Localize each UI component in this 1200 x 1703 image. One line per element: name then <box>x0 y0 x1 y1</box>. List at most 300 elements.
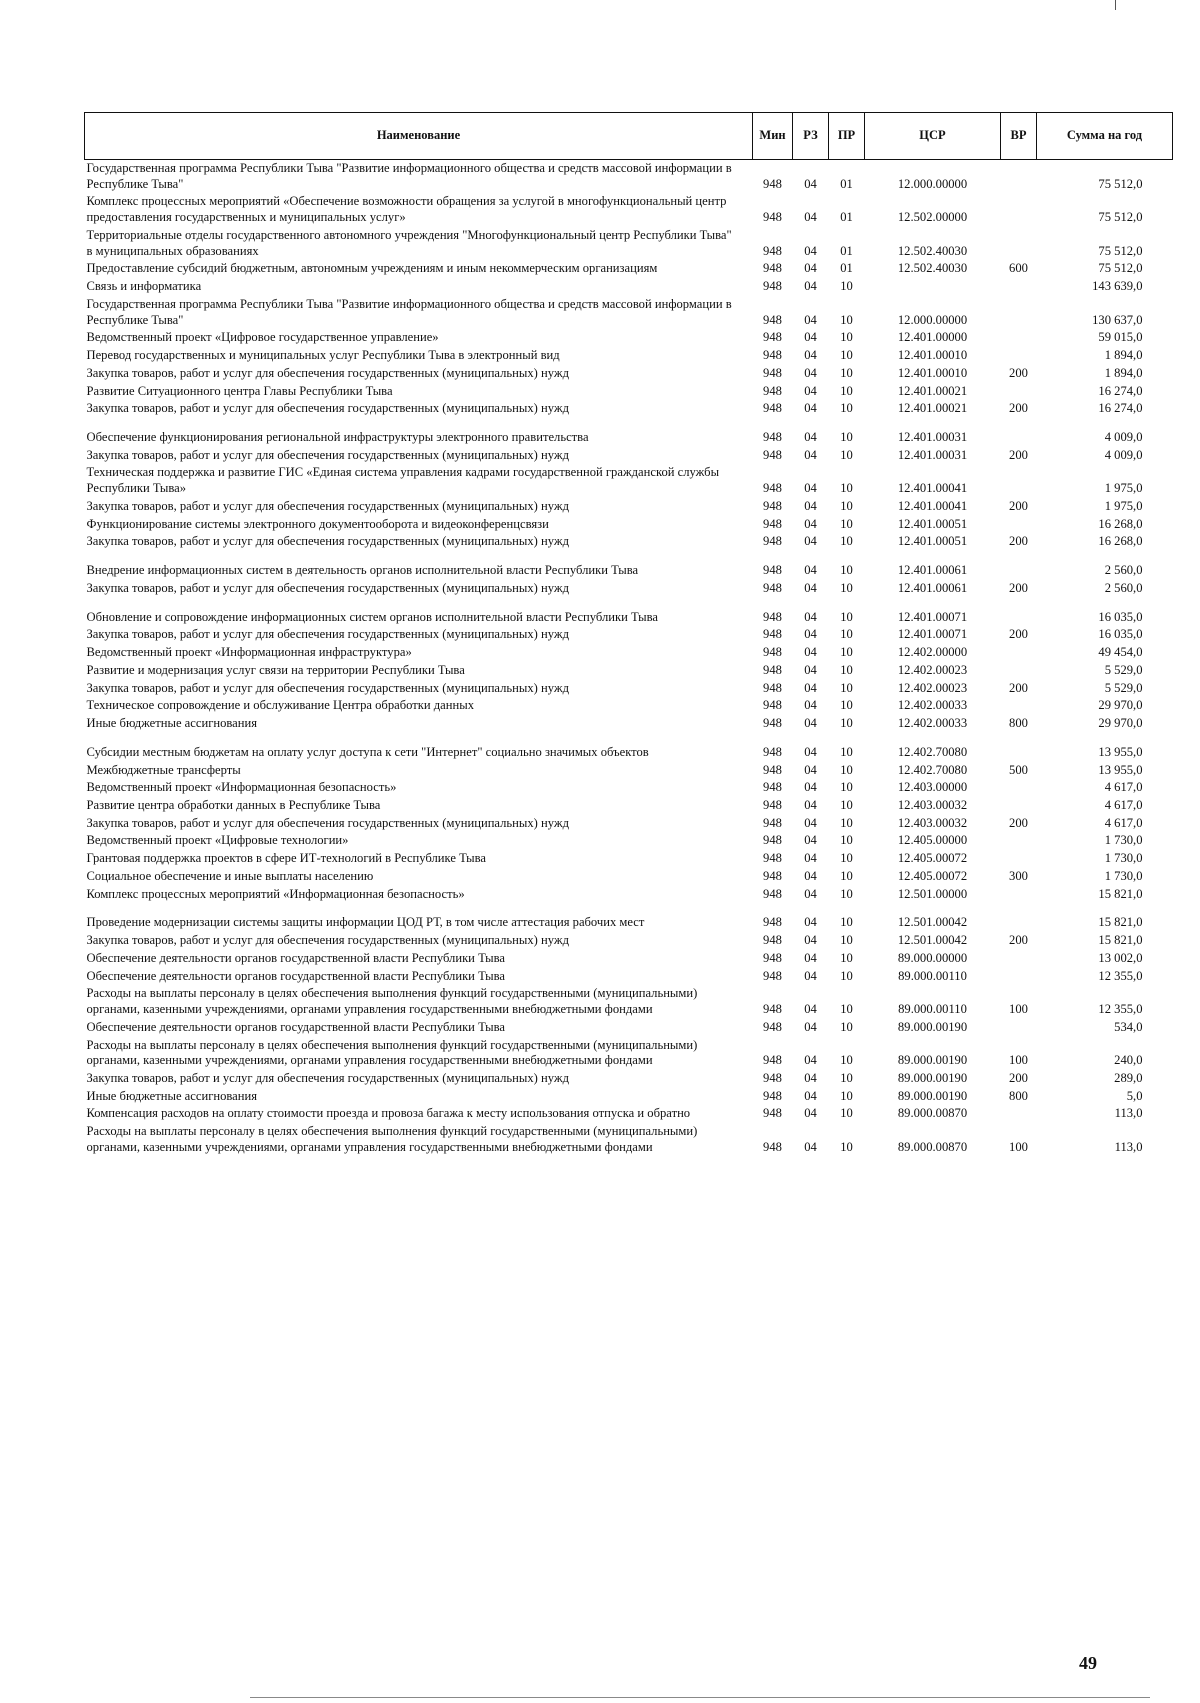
row-vr <box>1001 347 1037 365</box>
row-min: 948 <box>763 1088 782 1103</box>
row-sum: 16 268,0 <box>1098 534 1143 549</box>
row-name: Техническая поддержка и развитие ГИС «Единая система управления кадрами государственной гражданской службы Республики Тыва» <box>86 465 720 496</box>
row-rz: 04 <box>804 762 817 777</box>
table-row <box>85 1019 1173 1037</box>
row-rz: 04 <box>804 1139 817 1154</box>
row-vr: 200 <box>1009 534 1028 549</box>
table-row <box>85 762 1173 780</box>
row-csr: 89.000.00190 <box>897 1019 968 1034</box>
row-csr: 12.502.40030 <box>897 243 968 258</box>
table-row <box>85 598 1173 627</box>
row-name: Закупка товаров, работ и услуг для обеспечения государственных (муниципальных) нужд <box>86 498 569 513</box>
row-sum: 4 617,0 <box>1104 815 1143 830</box>
row-csr: 12.401.00031 <box>897 447 968 462</box>
row-sum: 1 730,0 <box>1104 833 1143 848</box>
row-pr: 01 <box>840 243 853 258</box>
row-pr: 10 <box>840 716 853 731</box>
table-header-row <box>85 113 1173 160</box>
row-csr: 12.403.00032 <box>897 815 968 830</box>
row-sum: 4 009,0 <box>1104 447 1143 462</box>
row-csr: 12.401.00061 <box>897 563 968 578</box>
row-csr: 12.401.00010 <box>897 365 968 380</box>
row-rz: 04 <box>804 797 817 812</box>
row-sum: 75 512,0 <box>1098 243 1143 258</box>
row-sum: 29 970,0 <box>1098 698 1143 713</box>
row-min: 948 <box>763 1106 782 1121</box>
row-csr: 89.000.00190 <box>897 1053 968 1068</box>
row-vr: 200 <box>1009 447 1028 462</box>
row-vr: 500 <box>1009 762 1028 777</box>
row-sum: 289,0 <box>1114 1070 1143 1085</box>
row-min: 948 <box>763 1070 782 1085</box>
row-pr: 10 <box>840 833 853 848</box>
row-rz: 04 <box>804 815 817 830</box>
header-sum: Сумма на год <box>1037 113 1173 160</box>
row-min: 948 <box>763 716 782 731</box>
row-pr: 10 <box>840 1139 853 1154</box>
row-name: Внедрение информационных систем в деятельность органов исполнительной власти Республики Тыва <box>86 563 639 578</box>
row-csr: 12.402.00000 <box>897 645 968 660</box>
row-pr: 10 <box>840 481 853 496</box>
table-row <box>85 516 1173 534</box>
row-sum: 4 009,0 <box>1104 430 1143 445</box>
row-csr: 12.402.00033 <box>897 698 968 713</box>
row-pr: 10 <box>840 330 853 345</box>
row-min: 948 <box>763 401 782 416</box>
table-row <box>85 715 1173 733</box>
row-pr: 10 <box>840 968 853 983</box>
row-sum: 240,0 <box>1114 1053 1143 1068</box>
row-vr <box>1001 697 1037 715</box>
row-pr: 10 <box>840 680 853 695</box>
row-vr <box>1001 1105 1037 1123</box>
row-pr: 10 <box>840 815 853 830</box>
row-min: 948 <box>763 383 782 398</box>
row-name: Ведомственный проект «Цифровое государственное управление» <box>86 330 439 345</box>
row-rz: 04 <box>804 1070 817 1085</box>
row-csr: 89.000.00870 <box>897 1106 968 1121</box>
table-row <box>85 886 1173 904</box>
row-rz: 04 <box>804 915 817 930</box>
row-pr: 10 <box>840 516 853 531</box>
row-vr: 100 <box>1009 1139 1028 1154</box>
scan-mark-top <box>1115 0 1116 10</box>
row-min: 948 <box>763 348 782 363</box>
table-row <box>85 260 1173 278</box>
row-pr: 10 <box>840 950 853 965</box>
row-pr: 10 <box>840 279 853 294</box>
row-pr: 10 <box>840 430 853 445</box>
table-row <box>85 1070 1173 1088</box>
row-name: Проведение модернизации системы защиты информации ЦОД РТ, в том числе аттестация рабочих мест <box>86 915 645 930</box>
row-csr: 12.402.00033 <box>897 716 968 731</box>
row-min: 948 <box>763 447 782 462</box>
row-pr: 10 <box>840 1106 853 1121</box>
row-name: Расходы на выплаты персоналу в целях обеспечения выполнения функций государственными (муниципальными) органами, казенными учреждениями, органами управления государственными внебюджетными фондами <box>86 1124 698 1154</box>
row-rz: 04 <box>804 662 817 677</box>
row-vr: 200 <box>1009 627 1028 642</box>
row-sum: 143 639,0 <box>1092 279 1143 294</box>
row-min: 948 <box>763 430 782 445</box>
row-vr: 200 <box>1009 815 1028 830</box>
row-min: 948 <box>763 534 782 549</box>
row-vr <box>1001 850 1037 868</box>
row-csr: 12.402.00023 <box>897 680 968 695</box>
row-pr: 10 <box>840 365 853 380</box>
row-min: 948 <box>763 662 782 677</box>
row-csr: 12.405.00072 <box>897 851 968 866</box>
row-sum: 13 002,0 <box>1098 950 1143 965</box>
row-sum: 15 821,0 <box>1098 886 1143 901</box>
row-name: Социальное обеспечение и иные выплаты населению <box>86 868 374 883</box>
row-name: Ведомственный проект «Цифровые технологии» <box>86 833 349 848</box>
row-min: 948 <box>763 868 782 883</box>
table-row <box>85 832 1173 850</box>
row-pr: 10 <box>840 1088 853 1103</box>
row-csr: 89.000.00190 <box>897 1088 968 1103</box>
row-sum: 2 560,0 <box>1104 580 1143 595</box>
row-csr: 12.401.00041 <box>897 498 968 513</box>
table-row <box>85 464 1173 497</box>
row-vr <box>1001 296 1037 329</box>
table-row <box>85 850 1173 868</box>
row-vr: 100 <box>1009 1053 1028 1068</box>
table-row <box>85 447 1173 465</box>
row-sum: 16 035,0 <box>1098 609 1143 624</box>
row-sum: 75 512,0 <box>1098 210 1143 225</box>
row-min: 948 <box>763 365 782 380</box>
row-min: 948 <box>763 609 782 624</box>
row-name: Комплекс процессных мероприятий «Обеспечение возможности обращения за услугой в многофункциональный центр предоставления государственных и муниципальных услуг» <box>86 194 727 225</box>
row-sum: 1 894,0 <box>1104 365 1143 380</box>
row-min: 948 <box>763 1139 782 1154</box>
row-rz: 04 <box>804 1053 817 1068</box>
header-min: Мин <box>753 113 793 160</box>
row-vr: 800 <box>1009 1088 1028 1103</box>
row-csr: 12.401.00071 <box>897 627 968 642</box>
table-row <box>85 932 1173 950</box>
row-name: Закупка товаров, работ и услуг для обеспечения государственных (муниципальных) нужд <box>86 933 569 948</box>
table-row <box>85 903 1173 932</box>
row-name: Закупка товаров, работ и услуг для обеспечения государственных (муниципальных) нужд <box>86 365 569 380</box>
row-csr: 12.401.00031 <box>897 430 968 445</box>
row-sum: 113,0 <box>1114 1139 1143 1154</box>
row-pr: 10 <box>840 762 853 777</box>
row-rz: 04 <box>804 563 817 578</box>
row-vr <box>1001 968 1037 986</box>
row-csr: 12.000.00000 <box>897 312 968 327</box>
row-vr <box>1001 950 1037 968</box>
row-pr: 10 <box>840 662 853 677</box>
table-row <box>85 296 1173 329</box>
row-name: Закупка товаров, работ и услуг для обеспечения государственных (муниципальных) нужд <box>86 1070 569 1085</box>
row-rz: 04 <box>804 176 817 191</box>
row-name: Расходы на выплаты персоналу в целях обеспечения выполнения функций государственными (муниципальными) органами, казенными учреждениями, органами управления государственными внебюджетными фондами <box>86 986 698 1017</box>
row-pr: 10 <box>840 348 853 363</box>
row-name: Межбюджетные трансферты <box>86 762 241 777</box>
row-name: Обеспечение деятельности органов государственной власти Республики Тыва <box>86 1019 505 1034</box>
row-rz: 04 <box>804 780 817 795</box>
row-pr: 01 <box>840 176 853 191</box>
row-pr: 01 <box>840 210 853 225</box>
row-sum: 2 560,0 <box>1104 563 1143 578</box>
row-vr <box>1001 278 1037 296</box>
row-rz: 04 <box>804 383 817 398</box>
row-csr: 12.401.00041 <box>897 481 968 496</box>
row-min: 948 <box>763 680 782 695</box>
row-vr <box>1001 418 1037 447</box>
row-pr: 10 <box>840 563 853 578</box>
row-csr: 12.501.00000 <box>897 886 968 901</box>
row-min: 948 <box>763 279 782 294</box>
row-sum: 29 970,0 <box>1098 716 1143 731</box>
row-rz: 04 <box>804 833 817 848</box>
row-csr: 12.501.00042 <box>897 933 968 948</box>
row-pr: 10 <box>840 933 853 948</box>
row-pr: 10 <box>840 312 853 327</box>
table-row <box>85 733 1173 762</box>
row-min: 948 <box>763 762 782 777</box>
row-sum: 75 512,0 <box>1098 261 1143 276</box>
row-sum: 5 529,0 <box>1104 662 1143 677</box>
row-sum: 15 821,0 <box>1098 915 1143 930</box>
table-row <box>85 418 1173 447</box>
row-rz: 04 <box>804 430 817 445</box>
row-sum: 1 975,0 <box>1104 481 1143 496</box>
row-min: 948 <box>763 1002 782 1017</box>
row-vr <box>1001 733 1037 762</box>
row-rz: 04 <box>804 645 817 660</box>
row-name: Закупка товаров, работ и услуг для обеспечения государственных (муниципальных) нужд <box>86 534 569 549</box>
row-rz: 04 <box>804 312 817 327</box>
row-name: Обеспечение деятельности органов государственной власти Республики Тыва <box>86 950 505 965</box>
row-rz: 04 <box>804 968 817 983</box>
table-row <box>85 278 1173 296</box>
row-rz: 04 <box>804 627 817 642</box>
row-sum: 1 975,0 <box>1104 498 1143 513</box>
row-rz: 04 <box>804 868 817 883</box>
table-row <box>85 1123 1173 1156</box>
row-name: Закупка товаров, работ и услуг для обеспечения государственных (муниципальных) нужд <box>86 627 569 642</box>
row-pr: 10 <box>840 780 853 795</box>
row-min: 948 <box>763 516 782 531</box>
row-min: 948 <box>763 968 782 983</box>
row-sum: 13 955,0 <box>1098 762 1143 777</box>
row-pr: 10 <box>840 915 853 930</box>
row-rz: 04 <box>804 851 817 866</box>
row-name: Ведомственный проект «Информационная безопасность» <box>86 780 397 795</box>
header-name: Наименование <box>85 113 753 160</box>
row-pr: 10 <box>840 383 853 398</box>
row-sum: 5,0 <box>1126 1088 1143 1103</box>
row-pr: 10 <box>840 744 853 759</box>
row-min: 948 <box>763 886 782 901</box>
row-vr <box>1001 227 1037 260</box>
row-csr: 12.402.00023 <box>897 662 968 677</box>
row-name: Субсидии местным бюджетам на оплату услуг доступа к сети "Интернет" социально значимых объектов <box>86 744 649 759</box>
row-min: 948 <box>763 330 782 345</box>
row-sum: 534,0 <box>1114 1019 1143 1034</box>
row-csr: 12.402.70080 <box>897 762 968 777</box>
row-vr: 200 <box>1009 933 1028 948</box>
row-name: Техническое сопровождение и обслуживание Центра обработки данных <box>86 698 475 713</box>
row-pr: 10 <box>840 645 853 660</box>
row-pr: 10 <box>840 1019 853 1034</box>
row-csr: 12.401.00051 <box>897 516 968 531</box>
row-csr: 12.502.40030 <box>897 261 968 276</box>
row-min: 948 <box>763 797 782 812</box>
row-name: Развитие центра обработки данных в Республике Тыва <box>86 797 381 812</box>
row-vr <box>1001 464 1037 497</box>
row-csr: 12.405.00072 <box>897 868 968 883</box>
row-pr: 10 <box>840 498 853 513</box>
table-row <box>85 797 1173 815</box>
row-sum: 16 035,0 <box>1098 627 1143 642</box>
row-pr: 10 <box>840 868 853 883</box>
row-min: 948 <box>763 481 782 496</box>
row-min: 948 <box>763 645 782 660</box>
row-rz: 04 <box>804 210 817 225</box>
row-name: Государственная программа Республики Тыва "Развитие информационного общества и средств массовой информации в Республике Тыва" <box>86 296 732 327</box>
row-rz: 04 <box>804 261 817 276</box>
row-name: Компенсация расходов на оплату стоимости проезда и провоза багажа к месту использования отпуска и обратно <box>86 1106 691 1121</box>
row-rz: 04 <box>804 1002 817 1017</box>
row-min: 948 <box>763 243 782 258</box>
row-name: Иные бюджетные ассигнования <box>86 1088 258 1103</box>
row-name: Грантовая поддержка проектов в сфере ИТ-технологий в Республике Тыва <box>86 851 486 866</box>
row-vr <box>1001 598 1037 627</box>
table-row <box>85 1037 1173 1070</box>
row-name: Закупка товаров, работ и услуг для обеспечения государственных (муниципальных) нужд <box>86 680 569 695</box>
row-vr: 200 <box>1009 498 1028 513</box>
table-row <box>85 498 1173 516</box>
row-sum: 59 015,0 <box>1098 330 1143 345</box>
row-sum: 16 274,0 <box>1098 401 1143 416</box>
row-sum: 16 268,0 <box>1098 516 1143 531</box>
row-vr: 200 <box>1009 1070 1028 1085</box>
table-row <box>85 680 1173 698</box>
table-row <box>85 779 1173 797</box>
row-name: Обеспечение функционирования региональной инфраструктуры электронного правительства <box>86 430 589 445</box>
row-name: Закупка товаров, работ и услуг для обеспечения государственных (муниципальных) нужд <box>86 815 569 830</box>
row-name: Предоставление субсидий бюджетным, автономным учреждениям и иным некоммерческим организациям <box>86 261 658 276</box>
row-vr <box>1001 329 1037 347</box>
header-pr: ПР <box>829 113 865 160</box>
table-row <box>85 383 1173 401</box>
row-min: 948 <box>763 580 782 595</box>
row-min: 948 <box>763 627 782 642</box>
header-vr: ВР <box>1001 113 1037 160</box>
row-name: Закупка товаров, работ и услуг для обеспечения государственных (муниципальных) нужд <box>86 447 569 462</box>
table-row <box>85 644 1173 662</box>
row-pr: 10 <box>840 1070 853 1085</box>
table-row <box>85 580 1173 598</box>
row-csr: 89.000.00110 <box>898 968 967 983</box>
row-rz: 04 <box>804 698 817 713</box>
row-pr: 10 <box>840 851 853 866</box>
row-csr: 12.401.00071 <box>897 609 968 624</box>
row-csr: 12.403.00000 <box>897 780 968 795</box>
row-sum: 1 730,0 <box>1104 868 1143 883</box>
row-pr: 10 <box>840 534 853 549</box>
row-vr <box>1001 644 1037 662</box>
table-row <box>85 347 1173 365</box>
row-sum: 130 637,0 <box>1092 312 1143 327</box>
row-rz: 04 <box>804 933 817 948</box>
row-sum: 15 821,0 <box>1098 933 1143 948</box>
table-row <box>85 227 1173 260</box>
row-csr: 12.000.00000 <box>897 176 968 191</box>
row-rz: 04 <box>804 365 817 380</box>
row-sum: 12 355,0 <box>1098 968 1143 983</box>
table-row <box>85 329 1173 347</box>
row-rz: 04 <box>804 580 817 595</box>
row-name: Расходы на выплаты персоналу в целях обеспечения выполнения функций государственными (муниципальными) органами, казенными учреждениями, органами управления государственными внебюджетными фондами <box>86 1037 698 1068</box>
row-pr: 10 <box>840 580 853 595</box>
row-pr: 01 <box>840 261 853 276</box>
row-csr: 12.401.00061 <box>897 580 968 595</box>
row-rz: 04 <box>804 744 817 759</box>
row-vr <box>1001 779 1037 797</box>
row-min: 948 <box>763 498 782 513</box>
row-rz: 04 <box>804 950 817 965</box>
row-rz: 04 <box>804 609 817 624</box>
row-pr: 10 <box>840 1002 853 1017</box>
table-row <box>85 400 1173 418</box>
row-rz: 04 <box>804 243 817 258</box>
row-vr <box>1001 383 1037 401</box>
row-vr: 300 <box>1009 868 1028 883</box>
row-sum: 16 274,0 <box>1098 383 1143 398</box>
row-min: 948 <box>763 563 782 578</box>
row-min: 948 <box>763 1053 782 1068</box>
row-vr <box>1001 1019 1037 1037</box>
table-row <box>85 533 1173 551</box>
row-csr: 12.501.00042 <box>897 915 968 930</box>
row-min: 948 <box>763 950 782 965</box>
row-rz: 04 <box>804 481 817 496</box>
row-sum: 4 617,0 <box>1104 780 1143 795</box>
header-rz: РЗ <box>793 113 829 160</box>
row-rz: 04 <box>804 401 817 416</box>
row-rz: 04 <box>804 516 817 531</box>
row-name: Развитие Ситуационного центра Главы Республики Тыва <box>86 383 393 398</box>
row-name: Закупка товаров, работ и услуг для обеспечения государственных (муниципальных) нужд <box>86 580 569 595</box>
row-csr: 89.000.00000 <box>897 950 968 965</box>
table-body <box>85 160 1173 1157</box>
row-rz: 04 <box>804 447 817 462</box>
table-row <box>85 985 1173 1018</box>
row-vr <box>1001 832 1037 850</box>
row-rz: 04 <box>804 886 817 901</box>
table-row <box>85 1105 1173 1123</box>
row-min: 948 <box>763 1019 782 1034</box>
row-csr: 12.401.00051 <box>897 534 968 549</box>
row-csr <box>865 278 1001 296</box>
row-pr: 10 <box>840 1053 853 1068</box>
header-csr: ЦСР <box>865 113 1001 160</box>
row-csr: 12.402.70080 <box>897 744 968 759</box>
row-pr: 10 <box>840 447 853 462</box>
row-csr: 89.000.00870 <box>897 1139 968 1154</box>
row-min: 948 <box>763 261 782 276</box>
row-vr: 100 <box>1009 1002 1028 1017</box>
row-rz: 04 <box>804 330 817 345</box>
row-csr: 89.000.00110 <box>898 1002 967 1017</box>
budget-table <box>84 112 1173 1157</box>
row-pr: 10 <box>840 609 853 624</box>
row-vr <box>1001 516 1037 534</box>
